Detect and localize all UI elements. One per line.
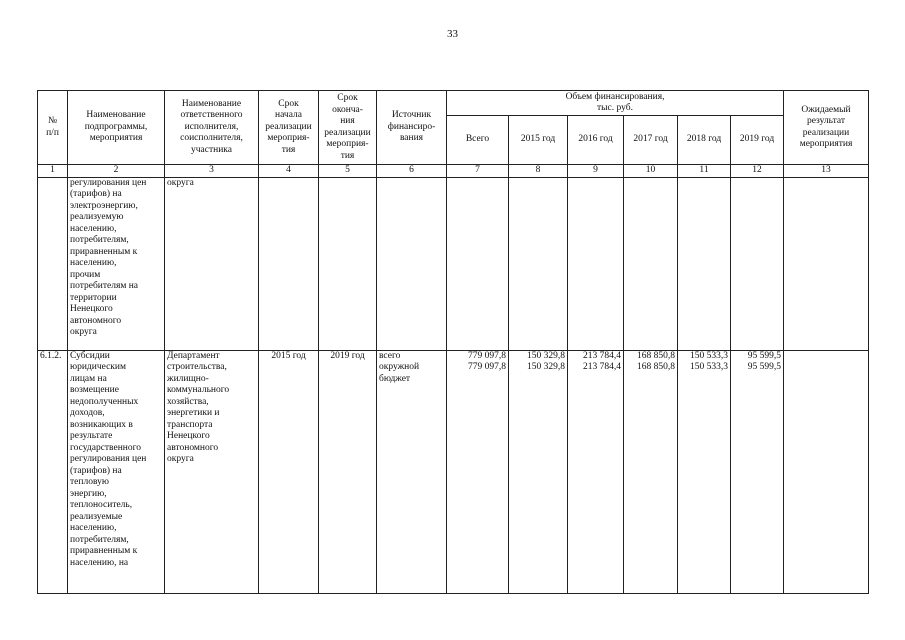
header-source-line: Источник (391, 110, 432, 121)
measure-name-line: государственного (70, 442, 142, 453)
executor-line: автономного (167, 442, 219, 453)
header-start (259, 91, 319, 165)
header-funding-line: тыс. руб. (597, 103, 633, 113)
year-2017-cell (624, 177, 678, 350)
year-2015-value: 150 329,8 (527, 350, 565, 361)
measure-name-line: населению, (70, 223, 117, 234)
measure-name-line: потребителям, (70, 534, 129, 545)
year-2015-value: 150 329,8 (527, 362, 565, 372)
measure-name-line: тепловую (70, 477, 109, 487)
executor-line: округа (167, 177, 194, 188)
total-value: 779 097,8 (468, 350, 506, 361)
header-executor-line: ответственного (180, 110, 243, 121)
measure-name-line: автономного (70, 315, 122, 326)
total-value: 779 097,8 (468, 362, 506, 372)
header-start-line: мероприя- (267, 133, 310, 144)
header-source (377, 91, 447, 165)
header-num-line: № (47, 116, 58, 126)
executor-cell (165, 350, 259, 593)
column-number: 13 (784, 165, 869, 178)
start-cell (259, 177, 319, 350)
measure-name-line: (тарифов) на (70, 189, 122, 199)
header-start-line: тия (281, 144, 296, 155)
measure-name-line: Ненецкого (70, 304, 113, 314)
total-cell (447, 350, 509, 593)
header-total: Всего (447, 116, 509, 165)
header-executor (165, 91, 259, 165)
column-number-row (38, 165, 869, 178)
column-number: 7 (447, 165, 509, 178)
measure-name-line: теплоноситель, (70, 500, 133, 510)
year-2018-value: 150 533,3 (690, 350, 728, 361)
header-executor-line: участника (191, 144, 232, 155)
year-2017-value: 168 850,8 (637, 350, 675, 361)
column-number: 10 (624, 165, 678, 178)
measure-name-line: населению, на (70, 557, 129, 568)
source-line: бюджет (379, 373, 411, 384)
financing-table (37, 90, 869, 594)
measure-name-line: реализуемые (70, 511, 123, 522)
header-result-line: реализации (802, 127, 850, 138)
measure-name-line: результате (70, 431, 113, 441)
header-name (68, 91, 165, 165)
measure-name-line: территории (70, 292, 117, 303)
header-end-line: Срок (337, 93, 358, 103)
measure-name-cell (68, 350, 165, 593)
year-2016-value: 213 784,4 (583, 362, 621, 372)
measure-name-line: возмещение (70, 385, 119, 395)
header-year-2017: 2017 год (624, 116, 678, 165)
header-funding (447, 91, 784, 116)
column-number: 1 (38, 165, 68, 178)
row-num-cell: 6.1.2. (38, 350, 68, 593)
result-cell (784, 350, 869, 593)
header-executor-line: соисполнителя, (180, 133, 243, 144)
measure-name-line: населению, (70, 258, 117, 268)
year-2018-cell (678, 177, 731, 350)
column-number: 4 (259, 165, 319, 178)
header-num-line: п/п (46, 127, 59, 138)
year-2015-cell (509, 177, 568, 350)
measure-name-line: возникающих в (70, 419, 133, 430)
year-2019-value: 95 599,5 (747, 350, 782, 361)
result-cell (784, 177, 869, 350)
executor-line: транспорта (167, 419, 213, 430)
year-2019-cell (731, 177, 784, 350)
measure-name-line: доходов, (70, 408, 105, 418)
row-num-cell (38, 177, 68, 350)
header-end-line: реализации (324, 127, 371, 138)
measure-name-line: энергию, (70, 488, 107, 499)
year-2019-value: 95 599,5 (747, 362, 782, 372)
column-number: 8 (509, 165, 568, 178)
header-result (784, 91, 869, 165)
header-end-line: мероприя- (326, 139, 369, 149)
header-year-2019: 2019 год (731, 116, 784, 165)
source-cell (377, 350, 447, 593)
header-funding-line: Объем финансирования, (565, 91, 665, 102)
measure-name-line: регулирования цен (70, 177, 147, 188)
header-start-line: Срок (278, 98, 299, 109)
header-name-line: Наименование (86, 110, 146, 121)
executor-line: Департамент (167, 350, 220, 361)
header-name-line: мероприятия (89, 133, 143, 144)
header-source-line: вания (399, 133, 424, 144)
executor-line: коммунального (167, 385, 230, 395)
year-2015-cell (509, 350, 568, 593)
column-number: 11 (678, 165, 731, 178)
header-result-line: мероприятия (799, 139, 853, 149)
header-result-line: результат (806, 116, 846, 126)
executor-line: хозяйства, (167, 396, 209, 407)
year-2017-value: 168 850,8 (637, 362, 675, 372)
header-end (319, 91, 377, 165)
executor-line: Ненецкого (167, 431, 210, 441)
year-2019-cell (731, 350, 784, 593)
end-cell (319, 177, 377, 350)
start-cell: 2015 год (259, 350, 319, 593)
header-end-line: ния (340, 116, 355, 126)
measure-name-cell (68, 177, 165, 350)
source-cell (377, 177, 447, 350)
column-number: 6 (377, 165, 447, 178)
measure-name-line: приравненным к (70, 546, 138, 556)
column-number: 12 (731, 165, 784, 178)
end-cell: 2019 год (319, 350, 377, 593)
page-number: 33 (447, 28, 458, 40)
year-2018-cell (678, 350, 731, 593)
executor-line: строительства, (167, 362, 227, 372)
column-number: 5 (319, 165, 377, 178)
table-row (38, 177, 869, 350)
header-executor-line: исполнителя, (184, 121, 239, 132)
executor-line: жилищно- (167, 373, 209, 384)
measure-name-line: электроэнергию, (70, 200, 138, 211)
measure-name-line: юридическим (70, 362, 127, 372)
year-2017-cell (624, 350, 678, 593)
measure-name-line: Субсидии (70, 350, 110, 361)
year-2016-cell (568, 177, 624, 350)
header-executor-line: Наименование (181, 98, 242, 109)
header-year-2015: 2015 год (509, 116, 568, 165)
measure-name-line: населению, (70, 523, 117, 533)
header-end-line: оконча- (332, 104, 363, 115)
year-2016-value: 213 784,4 (583, 350, 621, 361)
measure-name-line: регулирования цен (70, 454, 147, 464)
header-start-line: начала (275, 110, 302, 121)
measure-name-line: (тарифов) на (70, 465, 122, 476)
year-2016-cell (568, 350, 624, 593)
header-name-line: подпрограммы, (84, 121, 148, 132)
header-start-line: реализации (265, 121, 312, 132)
measure-name-line: потребителям на (70, 281, 139, 291)
column-number: 2 (68, 165, 165, 178)
year-2018-value: 150 533,3 (690, 362, 728, 372)
table-row (38, 350, 869, 593)
executor-line: округа (167, 454, 194, 464)
measure-name-line: потребителям, (70, 235, 129, 245)
header-year-2018: 2018 год (678, 116, 731, 165)
source-line: всего (379, 350, 401, 361)
header-result-line: Ожидаемый (801, 104, 851, 115)
source-line: окружной (379, 362, 420, 372)
measure-name-line: приравненным к (70, 246, 138, 257)
measure-name-line: лицам на (70, 373, 107, 384)
measure-name-line: недополученных (70, 396, 139, 407)
header-source-line: финансиро- (387, 121, 436, 132)
header-num (38, 91, 68, 165)
header-year-2016: 2016 год (568, 116, 624, 165)
total-cell (447, 177, 509, 350)
column-number: 9 (568, 165, 624, 178)
header-end-line: тия (340, 150, 355, 161)
measure-name-line: прочим (70, 269, 101, 280)
measure-name-line: реализуемую (70, 212, 124, 222)
measure-name-line: округа (70, 327, 97, 337)
executor-line: энергетики и (167, 408, 220, 418)
column-number: 3 (165, 165, 259, 178)
executor-cell (165, 177, 259, 350)
